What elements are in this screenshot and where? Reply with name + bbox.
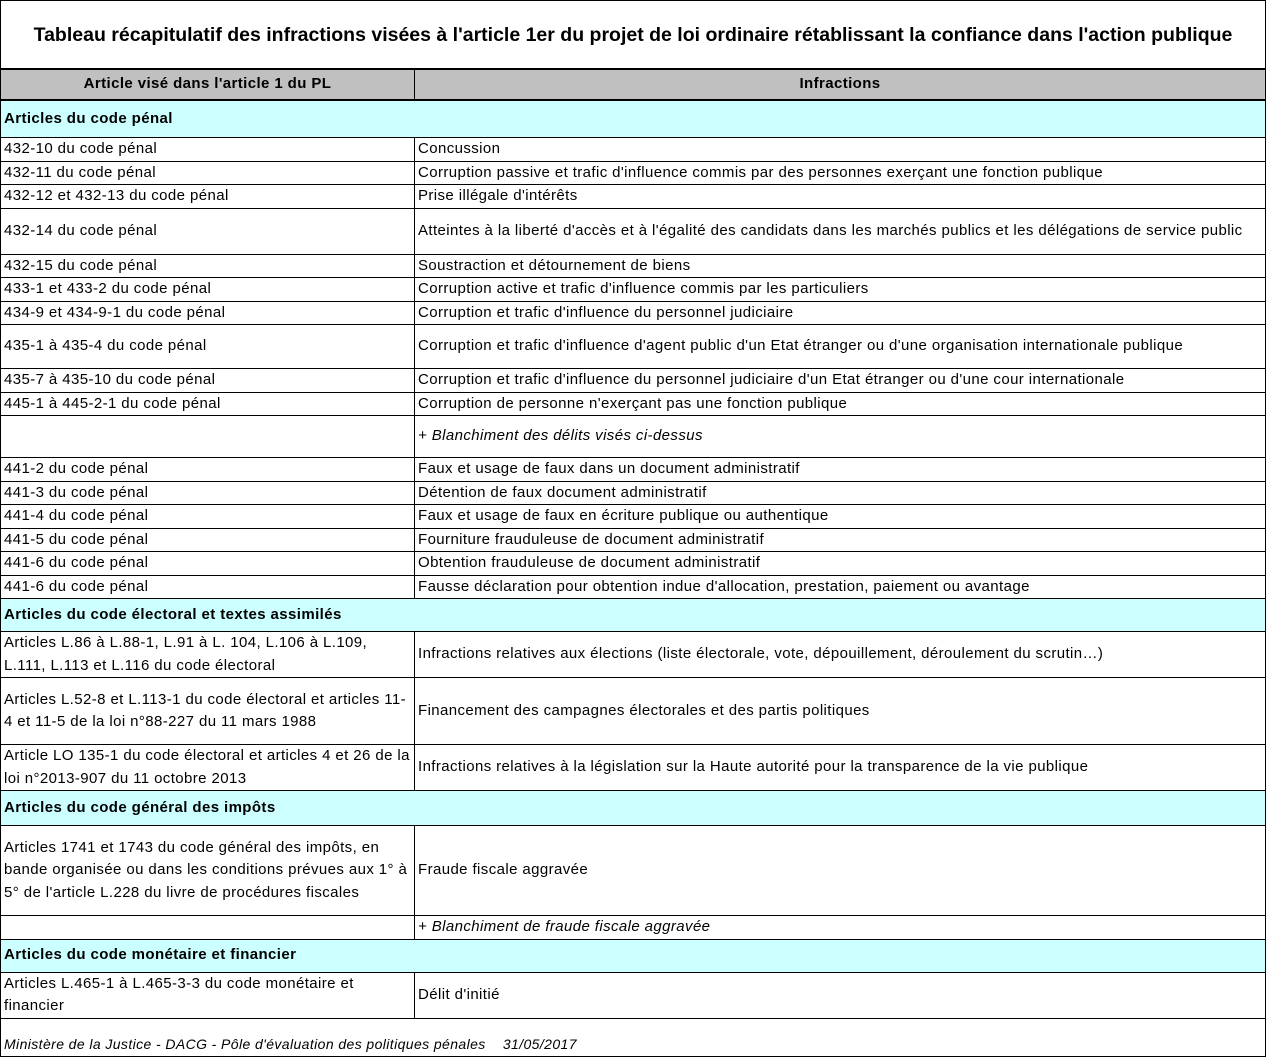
article-cell: 441-2 du code pénal	[1, 458, 415, 482]
infraction-cell: Concussion	[415, 138, 1266, 162]
table-row	[1, 138, 1266, 162]
article-cell: 432-11 du code pénal	[1, 161, 415, 185]
table-row	[1, 458, 1266, 482]
footer-row	[1, 1018, 1266, 1056]
infraction-cell: Délit d'initié	[415, 972, 1266, 1018]
table-row	[1, 369, 1266, 393]
table-row	[1, 745, 1266, 791]
article-cell: Article LO 135-1 du code électoral et articles 4 et 26 de la loi n°2013-907 du 11 octobre 2013	[1, 745, 415, 791]
table-title: Tableau récapitulatif des infractions visées à l'article 1er du projet de loi ordinaire rétablissant la confiance dans l'action publique	[1, 1, 1266, 70]
table-row	[1, 505, 1266, 529]
table-row	[1, 632, 1266, 678]
infraction-cell: Financement des campagnes électorales et des partis politiques	[415, 678, 1266, 745]
title-row	[1, 1, 1266, 70]
infraction-cell: Obtention frauduleuse de document administratif	[415, 552, 1266, 576]
infraction-cell: Corruption et trafic d'influence du personnel judiciaire	[415, 301, 1266, 325]
infraction-cell: Fourniture frauduleuse de document administratif	[415, 528, 1266, 552]
section-row	[1, 939, 1266, 972]
section-row	[1, 599, 1266, 632]
table-row	[1, 161, 1266, 185]
table-row	[1, 301, 1266, 325]
article-cell: Articles L.52-8 et L.113-1 du code électoral et articles 11-4 et 11-5 de la loi n°88-227 du 11 mars 1988	[1, 678, 415, 745]
infraction-cell: Fausse déclaration pour obtention indue d'allocation, prestation, paiement ou avantage	[415, 575, 1266, 599]
infraction-cell: Corruption active et trafic d'influence commis par les particuliers	[415, 278, 1266, 302]
article-cell: 445-1 à 445-2-1 du code pénal	[1, 392, 415, 416]
article-cell: 441-4 du code pénal	[1, 505, 415, 529]
footer-source: Ministère de la Justice - DACG - Pôle d'évaluation des politiques pénales 31/05/2017	[1, 1018, 1266, 1056]
section-row	[1, 100, 1266, 138]
section-heading: Articles du code général des impôts	[1, 791, 1266, 826]
table-row	[1, 481, 1266, 505]
infraction-cell: Fraude fiscale aggravée	[415, 826, 1266, 916]
table-row	[1, 325, 1266, 369]
infraction-cell: + Blanchiment de fraude fiscale aggravée	[415, 916, 1266, 940]
infraction-cell: Corruption de personne n'exerçant pas une fonction publique	[415, 392, 1266, 416]
table-row	[1, 552, 1266, 576]
section-row	[1, 791, 1266, 826]
article-cell: 432-15 du code pénal	[1, 254, 415, 278]
article-cell: 441-5 du code pénal	[1, 528, 415, 552]
infraction-cell: Prise illégale d'intérêts	[415, 185, 1266, 209]
table-row	[1, 575, 1266, 599]
infraction-cell: Atteintes à la liberté d'accès et à l'égalité des candidats dans les marchés publics et les délégations de service public	[415, 208, 1266, 254]
infraction-cell: + Blanchiment des délits visés ci-dessus	[415, 416, 1266, 458]
table-row	[1, 185, 1266, 209]
table-row	[1, 678, 1266, 745]
infraction-cell: Faux et usage de faux dans un document administratif	[415, 458, 1266, 482]
article-cell: Articles 1741 et 1743 du code général des impôts, en bande organisée ou dans les conditions prévues aux 1° à 5° de l'article L.228 du livre de procédures fiscales	[1, 826, 415, 916]
table-row	[1, 208, 1266, 254]
article-cell: 432-14 du code pénal	[1, 208, 415, 254]
article-cell	[1, 416, 415, 458]
table-row	[1, 278, 1266, 302]
table-row	[1, 972, 1266, 1018]
section-heading: Articles du code pénal	[1, 100, 1266, 138]
article-cell: Articles L.465-1 à L.465-3-3 du code monétaire et financier	[1, 972, 415, 1018]
article-cell: 434-9 et 434-9-1 du code pénal	[1, 301, 415, 325]
table-row	[1, 528, 1266, 552]
table-row	[1, 916, 1266, 940]
article-cell: Articles L.86 à L.88-1, L.91 à L. 104, L.106 à L.109, L.111, L.113 et L.116 du code électoral	[1, 632, 415, 678]
article-cell: 435-7 à 435-10 du code pénal	[1, 369, 415, 393]
table-row	[1, 254, 1266, 278]
article-cell	[1, 916, 415, 940]
section-heading: Articles du code électoral et textes assimilés	[1, 599, 1266, 632]
infraction-cell: Infractions relatives à la législation sur la Haute autorité pour la transparence de la vie publique	[415, 745, 1266, 791]
infraction-cell: Soustraction et détournement de biens	[415, 254, 1266, 278]
article-cell: 435-1 à 435-4 du code pénal	[1, 325, 415, 369]
infraction-cell: Détention de faux document administratif	[415, 481, 1266, 505]
table-row	[1, 392, 1266, 416]
article-cell: 441-6 du code pénal	[1, 552, 415, 576]
article-cell: 441-3 du code pénal	[1, 481, 415, 505]
table-row	[1, 826, 1266, 916]
article-cell: 433-1 et 433-2 du code pénal	[1, 278, 415, 302]
infraction-cell: Corruption et trafic d'influence du personnel judiciaire d'un Etat étranger ou d'une cour internationale	[415, 369, 1266, 393]
article-cell: 432-10 du code pénal	[1, 138, 415, 162]
infraction-cell: Corruption et trafic d'influence d'agent public d'un Etat étranger ou d'une organisation internationale publique	[415, 325, 1266, 369]
table-row	[1, 416, 1266, 458]
article-cell: 441-6 du code pénal	[1, 575, 415, 599]
article-cell: 432-12 et 432-13 du code pénal	[1, 185, 415, 209]
header-row	[1, 69, 1266, 100]
column-header-article: Article visé dans l'article 1 du PL	[1, 69, 415, 100]
column-header-infractions: Infractions	[415, 69, 1266, 100]
section-heading: Articles du code monétaire et financier	[1, 939, 1266, 972]
infraction-cell: Infractions relatives aux élections (liste électorale, vote, dépouillement, déroulement du scrutin…)	[415, 632, 1266, 678]
infraction-cell: Faux et usage de faux en écriture publique ou authentique	[415, 505, 1266, 529]
infraction-cell: Corruption passive et trafic d'influence commis par des personnes exerçant une fonction publique	[415, 161, 1266, 185]
